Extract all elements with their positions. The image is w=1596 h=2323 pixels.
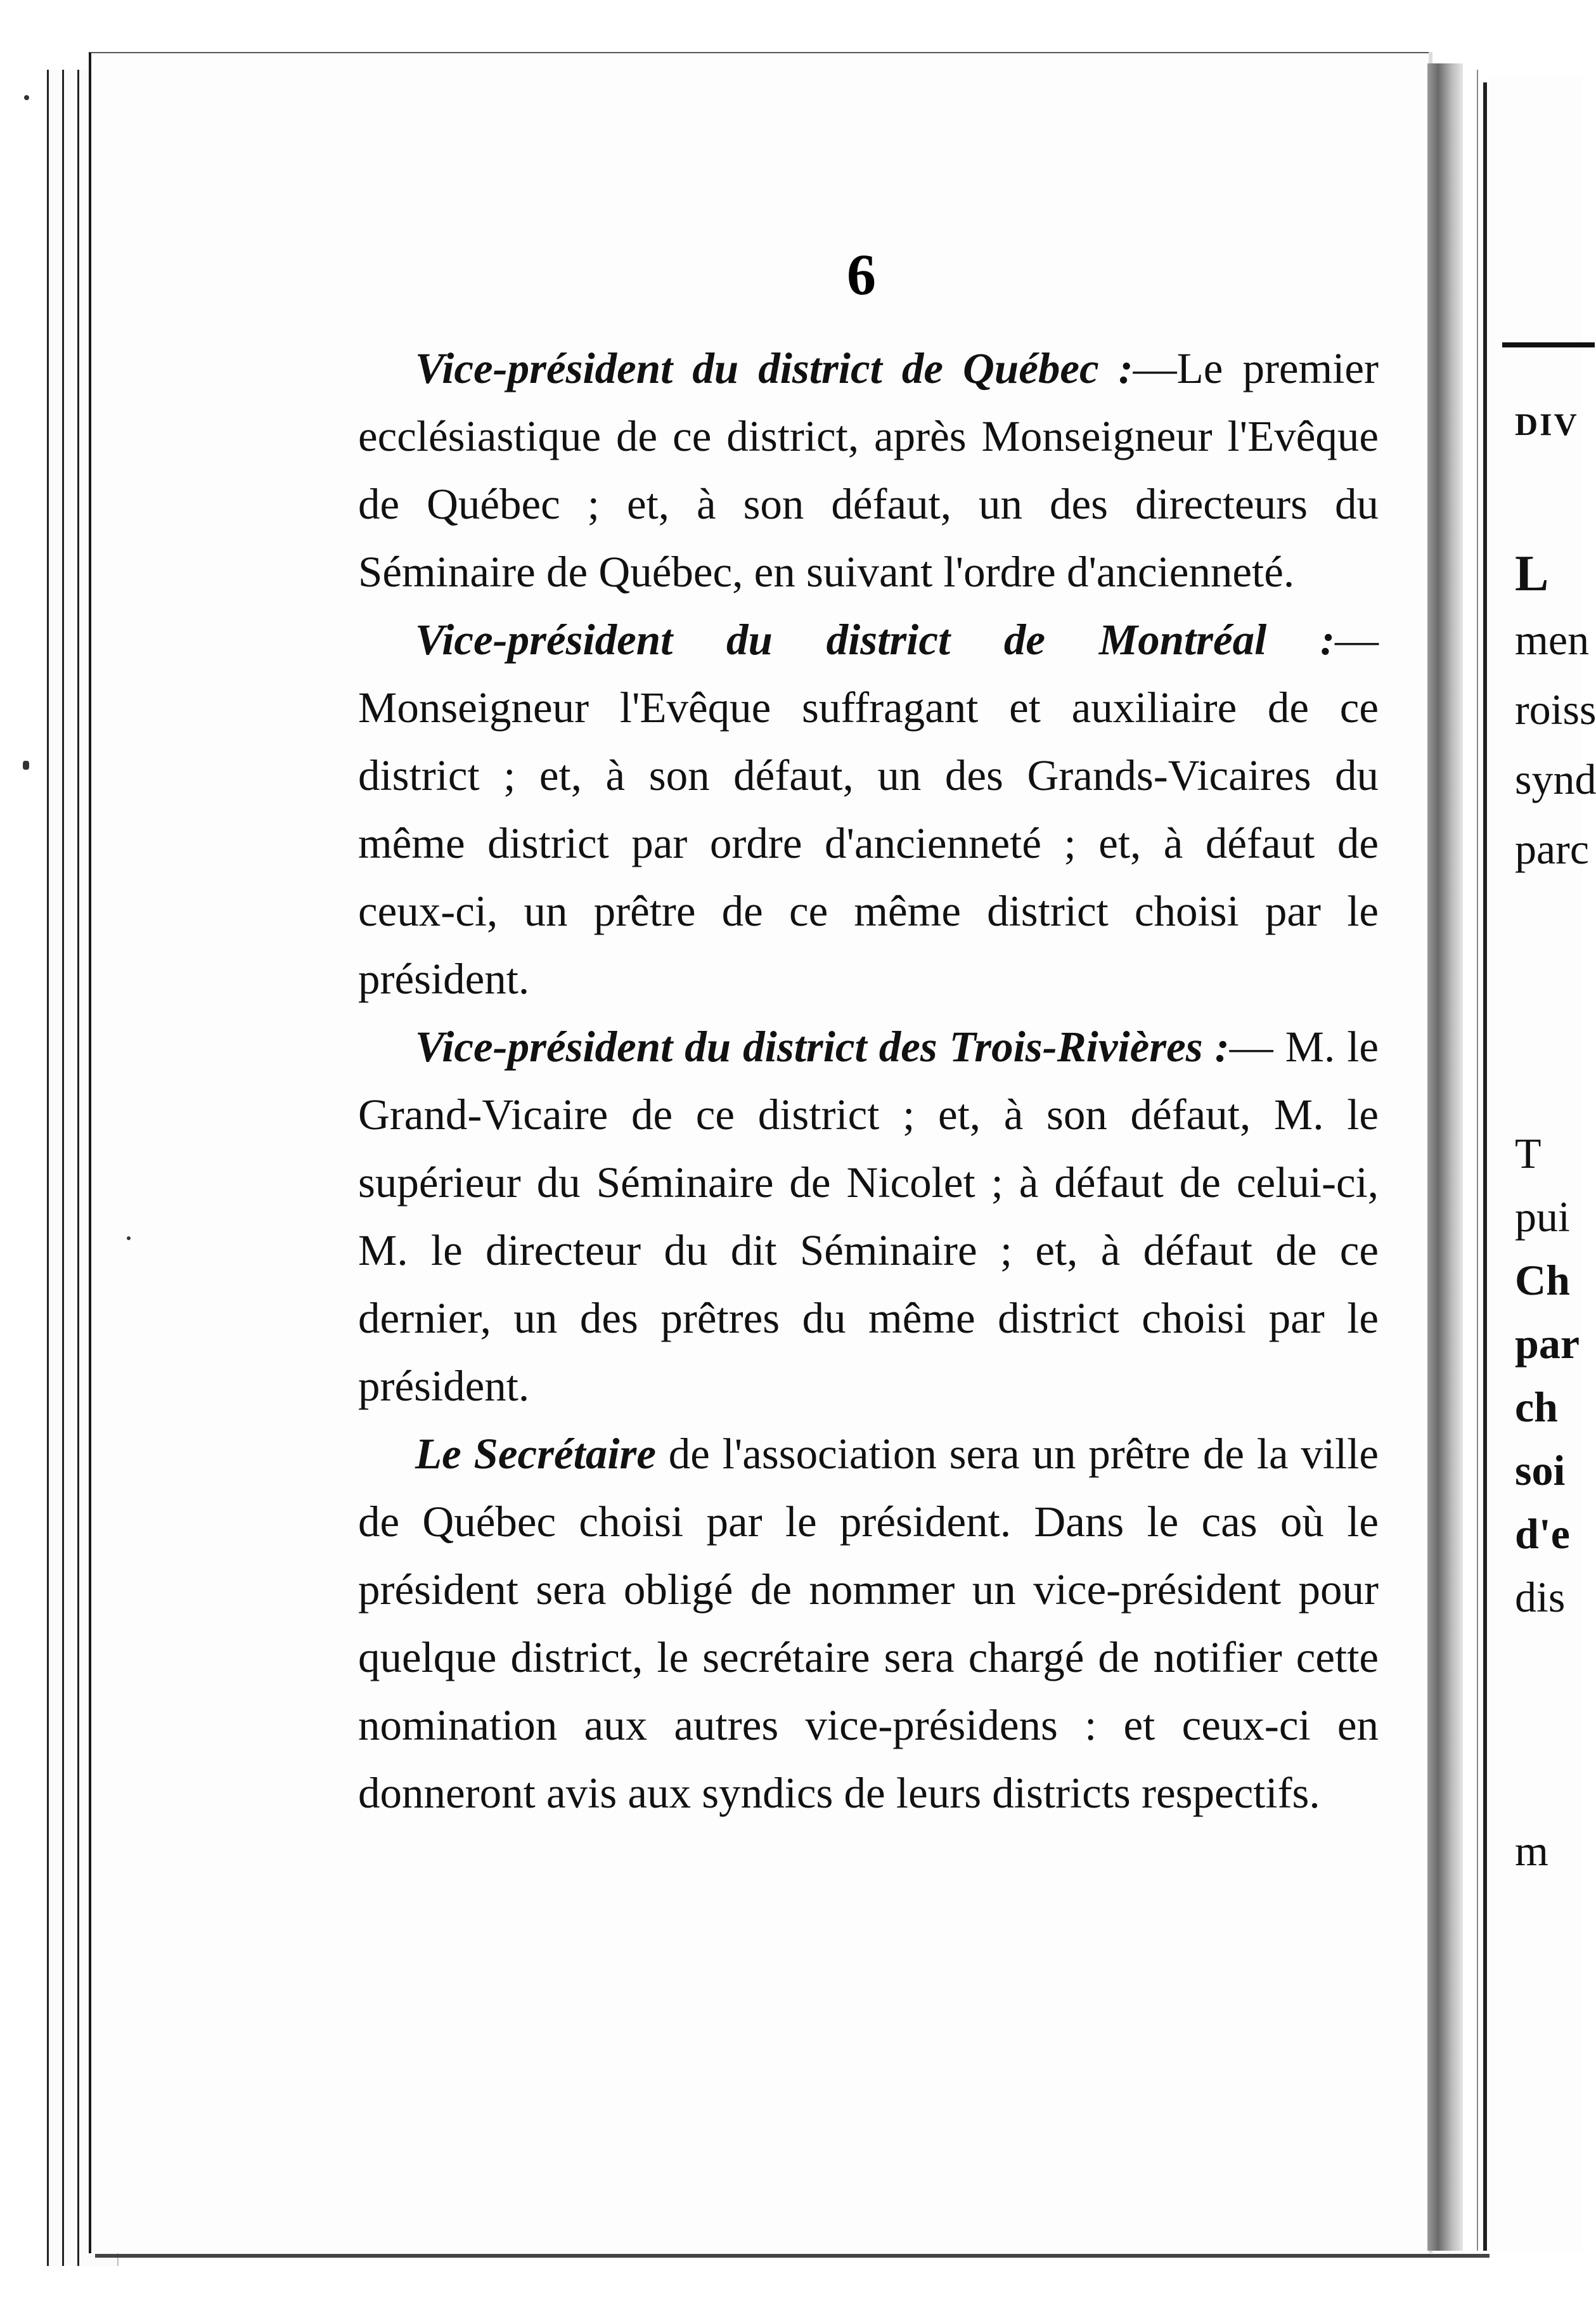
scan-speck <box>127 1236 131 1240</box>
facing-page-rule <box>1502 342 1595 347</box>
paragraph-secretaire <box>358 1420 1379 1827</box>
facing-page-text: soi <box>1515 1446 1566 1494</box>
paragraph-lead: Vice-président du district des Trois-Rivières : <box>415 1023 1230 1071</box>
paragraph-text: —Le premier ecclésiastique de ce district, après Monseigneur l'Evêque de Québec ; et, à son défaut, un des directeurs du Séminaire de Québec, en suivant l'ordre d'ancienneté. <box>358 344 1379 596</box>
fold-line <box>1477 70 1478 2251</box>
facing-page-text: d'e <box>1515 1510 1570 1558</box>
facing-page-text: parc <box>1515 825 1590 873</box>
paragraph-quebec <box>358 335 1379 606</box>
paragraph-lead: Vice-président du district de Québec : <box>415 344 1133 392</box>
facing-page-text: Ch <box>1515 1256 1570 1304</box>
facing-page-text: par <box>1515 1319 1580 1368</box>
paragraph-lead: Le Secrétaire <box>415 1430 656 1478</box>
page-number: 6 <box>847 242 876 307</box>
paragraph-montreal <box>358 606 1379 1013</box>
facing-page-text: T <box>1515 1129 1541 1177</box>
facing-page-text: m <box>1515 1827 1548 1875</box>
paragraph-text: —Monseigneur l'Evêque suffragant et auxiliaire de ce district ; et, à son défaut, un des Grands-Vicaires du même district par ordre d'ancienneté ; et, à défaut de ceux-ci, un prêtre de ce même district choisi par le président. <box>358 616 1379 1003</box>
page-bottom-edge <box>95 2254 1490 2258</box>
scan-speck <box>24 95 29 100</box>
gutter-shadow <box>1483 82 1487 2251</box>
facing-page-text: dis <box>1515 1573 1566 1621</box>
paragraph-text: de l'association sera un prêtre de la ville de Québec choisi par le président. Dans le cas où le président sera obligé de nommer un vice-président pour quelque district, le secrétaire sera chargé de notifier cette nomination aux autres vice-présidens : et ceux-ci en donneront avis aux syndics de leurs districts respectifs. <box>358 1430 1379 1817</box>
scan-speck <box>23 761 29 770</box>
facing-page-text: roiss <box>1515 685 1596 734</box>
facing-page-text: pui <box>1515 1193 1570 1241</box>
book-gutter <box>1427 63 1463 2251</box>
facing-page-text: men <box>1515 616 1590 664</box>
paragraph-lead: Vice-président du district de Montréal : <box>415 616 1335 664</box>
facing-page-text: ch <box>1515 1383 1558 1431</box>
body-text <box>358 335 1379 1827</box>
facing-page-fragment <box>1490 76 1596 2251</box>
paragraph-trois-rivieres <box>358 1013 1379 1420</box>
facing-page-text: DIV <box>1515 406 1579 442</box>
facing-page-text: L <box>1515 546 1549 602</box>
facing-page-text: synd <box>1515 755 1596 803</box>
paragraph-text: — M. le Grand-Vicaire de ce district ; et, à son défaut, M. le supérieur du Séminaire de Nicolet ; à défaut de celui-ci, M. le directeur du dit Séminaire ; et, à défaut de ce dernier, un des prêtres du même district choisi par le président. <box>358 1023 1379 1410</box>
